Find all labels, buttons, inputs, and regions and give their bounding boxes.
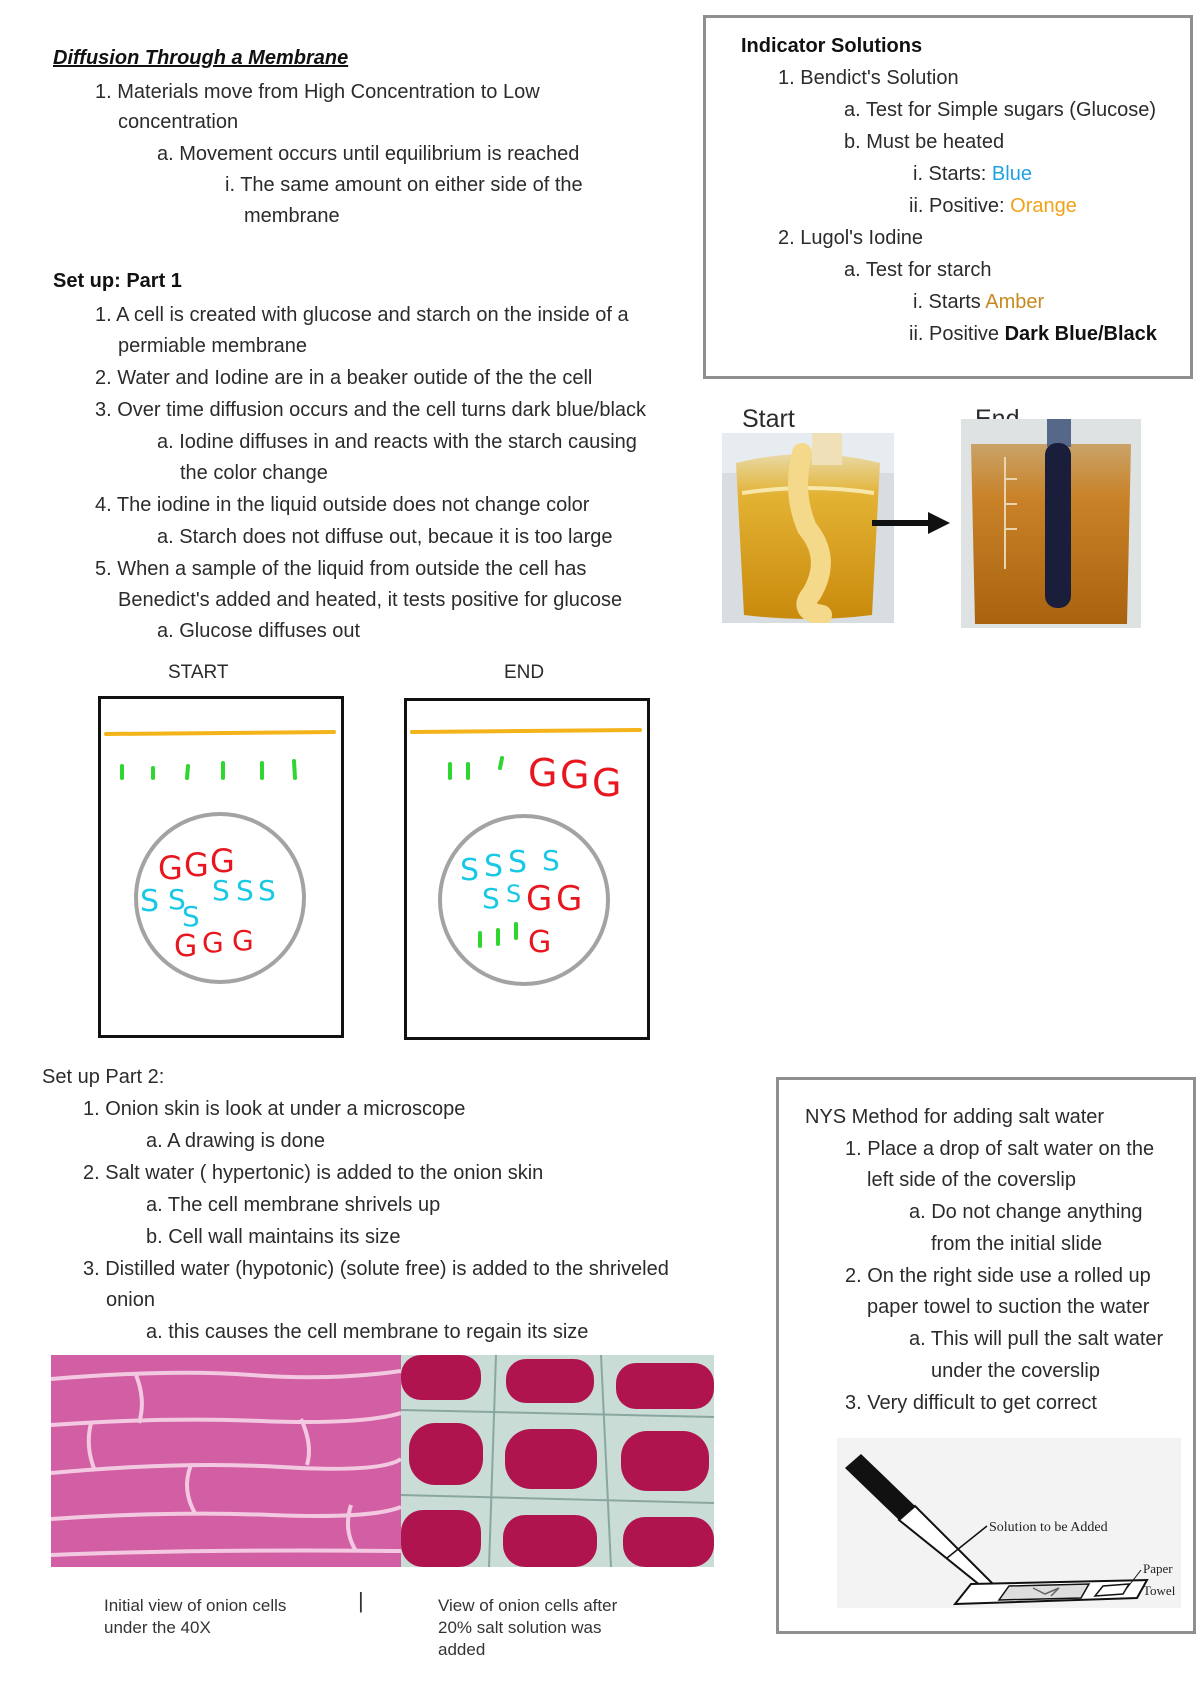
onion-caption-salt-line-2: 20% salt solution was (438, 1618, 602, 1637)
svg-text:G: G (174, 929, 198, 964)
svg-text:S: S (168, 883, 186, 916)
onion-caption-separator: | (358, 1588, 364, 1613)
indicator-color-darkblue: Dark Blue/Black (1004, 323, 1157, 345)
svg-text:S: S (460, 853, 480, 888)
svg-text:G: G (526, 879, 553, 919)
indicator-item-1b: b. Must be heated (844, 131, 1005, 153)
beaker-diagram-start (98, 696, 344, 1038)
svg-text:S: S (506, 880, 522, 908)
figure-solution-label: Solution to be Added (989, 1520, 1108, 1535)
diagram-end-label: END (504, 662, 545, 683)
svg-text:G: G (202, 926, 224, 959)
setup1-item-1: 1. A cell is created with glucose and starch on the inside of a (95, 304, 629, 326)
svg-text:S: S (212, 874, 230, 907)
beaker-photo-end (961, 419, 1141, 628)
indicator-item-2: 2. Lugol's Iodine (778, 227, 924, 249)
nys-item-3: 3. Very difficult to get correct (845, 1392, 1097, 1414)
setup1-item-2: 2. Water and Iodine are in a beaker outide of the the cell (95, 367, 593, 389)
svg-text:S: S (140, 884, 160, 919)
indicator-item-1: 1. Bendict's Solution (778, 67, 959, 89)
setup2-item-1: 1. Onion skin is look at under a microscope (83, 1098, 466, 1120)
svg-text:S: S (182, 900, 200, 933)
indicator-item-2a: a. Test for starch (844, 259, 992, 281)
figure-paper-label: Paper (1143, 1561, 1173, 1576)
arrow-right-icon (870, 508, 952, 538)
diffusion-item-1: 1. Materials move from High Concentration to Low (95, 81, 540, 103)
svg-text:S: S (542, 844, 560, 877)
onion-caption-initial-line-2: under the 40X (104, 1618, 211, 1637)
nys-item-1: 1. Place a drop of salt water on the (845, 1138, 1155, 1160)
setup2-item-3-cont: onion (106, 1289, 155, 1311)
indicator-item-1bii-label: ii. Positive: (909, 195, 1011, 217)
diffusion-item-1a: a. Movement occurs until equilibrium is reached (157, 143, 580, 165)
diagram-start-label: START (168, 662, 229, 683)
indicator-color-orange: Orange (1010, 195, 1077, 217)
svg-text:S: S (482, 882, 500, 915)
setup1-item-5: 5. When a sample of the liquid from outside the cell has (95, 558, 587, 580)
svg-text:G: G (592, 761, 622, 805)
indicator-item-1a: a. Test for Simple sugars (Glucose) (844, 99, 1156, 121)
indicator-item-1bi (913, 159, 1032, 189)
figure-towel-label: Towel (1143, 1583, 1176, 1598)
onion-photo-initial (51, 1355, 401, 1567)
onion-caption-initial-line-1: Initial view of onion cells (104, 1596, 287, 1615)
setup1-item-3: 3. Over time diffusion occurs and the cell turns dark blue/black (95, 399, 647, 421)
svg-text:S: S (236, 874, 254, 907)
nys-item-1a-cont: from the initial slide (931, 1233, 1103, 1255)
onion-caption-salt-line-1: View of onion cells after (438, 1596, 618, 1615)
indicator-item-2ai-label: i. Starts (913, 291, 986, 313)
svg-text:G: G (210, 842, 235, 880)
setup1-item-4a: a. Starch does not diffuse out, becaue it is too large (157, 526, 613, 548)
svg-text:G: G (556, 879, 583, 919)
setup1-item-1-cont: permiable membrane (118, 335, 307, 357)
beaker-diagram-end (404, 698, 650, 1040)
svg-text:G: G (528, 925, 552, 960)
svg-text:S: S (484, 849, 504, 884)
setup2-item-1a: a. A drawing is done (146, 1130, 326, 1152)
indicator-item-2ai (913, 287, 1044, 317)
setup1-item-5a: a. Glucose diffuses out (157, 620, 361, 642)
setup1-item-3a-cont: the color change (180, 462, 328, 484)
nys-item-1a: a. Do not change anything (909, 1201, 1143, 1223)
onion-caption-initial (104, 1595, 286, 1639)
nys-item-2a-cont: under the coverslip (931, 1360, 1100, 1382)
indicator-color-amber: Amber (985, 291, 1045, 313)
indicator-item-2aii (909, 319, 1157, 349)
setup1-heading: Set up: Part 1 (53, 270, 182, 292)
nys-heading: NYS Method for adding salt water (805, 1106, 1105, 1128)
nys-item-1-cont: left side of the coverslip (867, 1169, 1076, 1191)
slide-method-figure (837, 1438, 1181, 1608)
svg-text:S: S (508, 845, 528, 880)
diffusion-item-1ai: i. The same amount on either side of the (225, 174, 583, 196)
setup2-item-3: 3. Distilled water (hypotonic) (solute free) is added to the shriveled (83, 1258, 669, 1280)
diffusion-heading: Diffusion Through a Membrane (53, 47, 349, 69)
onion-caption-salt-line-3: added (438, 1640, 486, 1659)
svg-text:G: G (184, 846, 209, 884)
svg-text:G: G (528, 751, 558, 795)
nys-item-2-cont: paper towel to suction the water (867, 1296, 1150, 1318)
diffusion-item-1ai-cont: membrane (244, 205, 340, 227)
indicator-item-1bii (909, 191, 1077, 221)
setup2-item-2a: a. The cell membrane shrivels up (146, 1194, 441, 1216)
indicator-color-blue: Blue (991, 163, 1032, 185)
setup1-item-4: 4. The iodine in the liquid outside does not change color (95, 494, 590, 516)
setup1-item-3a: a. Iodine diffuses in and reacts with the starch causing (157, 431, 637, 453)
svg-text:G: G (560, 753, 590, 797)
onion-caption-salt (438, 1595, 617, 1661)
diffusion-item-1-cont: concentration (118, 111, 239, 133)
setup2-heading: Set up Part 2: (42, 1066, 165, 1088)
beaker-photo-start (722, 433, 894, 623)
svg-text:G: G (232, 924, 254, 957)
indicator-item-2aii-label: ii. Positive (909, 323, 1005, 345)
nys-item-2: 2. On the right side use a rolled up (845, 1265, 1151, 1287)
setup1-item-5-cont: Benedict's added and heated, it tests positive for glucose (118, 589, 623, 611)
indicator-heading: Indicator Solutions (741, 35, 923, 57)
svg-text:S: S (258, 874, 276, 907)
setup2-item-2b: b. Cell wall maintains its size (146, 1226, 401, 1248)
setup2-item-3a: a. this causes the cell membrane to regain its size (146, 1321, 589, 1343)
setup2-item-2: 2. Salt water ( hypertonic) is added to the onion skin (83, 1162, 544, 1184)
nys-item-2a: a. This will pull the salt water (909, 1328, 1164, 1350)
svg-text:G: G (158, 849, 183, 887)
indicator-item-1bi-label: i. Starts: (913, 163, 992, 185)
photo-start-label: Start (742, 405, 795, 433)
onion-photo-salt (401, 1355, 714, 1567)
